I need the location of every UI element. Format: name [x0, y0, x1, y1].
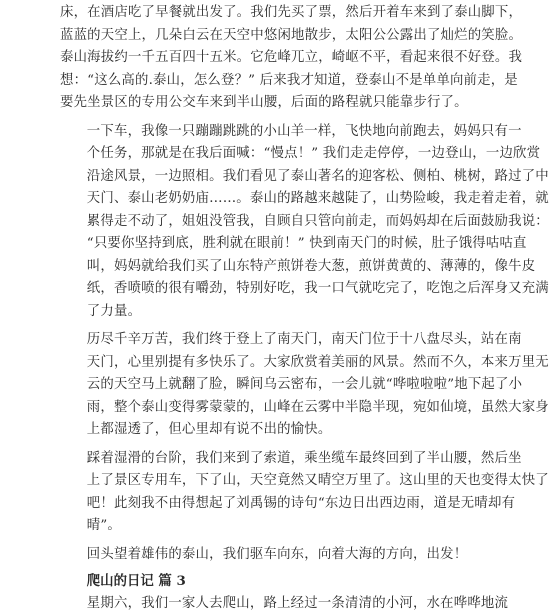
- paragraph-line: 晴”。: [60, 515, 440, 538]
- paragraph-line: 叫，妈妈就给我们买了山东特产煎饼卷大葱，煎饼黄黄的、薄薄的，像牛皮: [60, 256, 440, 279]
- paragraph-line: 沿途风景，一边照相。我们看见了泰山著名的迎客松、侧柏、桃树，路过了中: [60, 166, 440, 189]
- section-title: 爬山的日记 篇 3: [60, 570, 440, 593]
- paragraph-line: “只要你坚持到底，胜利就在眼前！” 快到南天门的时候，肚子饿得咕咕直: [60, 233, 440, 256]
- paragraph-line: 回头望着雄伟的泰山，我们驱车向东，向着大海的方向，出发！: [60, 544, 440, 567]
- paragraph: [60, 2, 440, 115]
- paragraph-line: 床，在酒店吃了早餐就出发了。我们先买了票，然后开着车来到了泰山脚下，: [60, 2, 440, 25]
- paragraph-line: 吧！此刻我不由得想起了刘禹锡的诗句“东边日出西边雨，道是无晴却有: [60, 493, 440, 516]
- paragraph-line: 上了景区专用车，下了山，天空竟然又晴空万里了。这山里的天也变得太快了: [60, 470, 440, 493]
- paragraph-line: 天门，心里别提有多快乐了。大家欣赏着美丽的风景。然而不久，本来万里无: [60, 352, 440, 375]
- paragraph: [60, 448, 440, 538]
- next-paragraph-container: [60, 593, 440, 615]
- paragraph-line: 个任务，那就是在我后面喊：“慢点！” 我们走走停停，一边登山，一边欣赏: [60, 143, 440, 166]
- paragraph-line: 云的天空马上就翻了脸，瞬间乌云密布，一会儿就“哗啦啦啦”地下起了小: [60, 374, 440, 397]
- paragraph-line: 泰山海拔约一千五百四十五米。它危峰兀立，崎岖不平，看起来很不好登。我: [60, 47, 440, 70]
- paragraph: [60, 544, 440, 567]
- paragraph-line: 雨，整个泰山变得雾蒙蒙的，山峰在云雾中半隐半现，宛如仙境，虽然大家身: [60, 397, 440, 420]
- paragraph: [60, 329, 440, 442]
- paragraph-line: 了力量。: [60, 301, 440, 324]
- paragraph-line: 蓝蓝的天空上，几朵白云在天空中悠闲地散步，太阳公公露出了灿烂的笑脸。: [60, 25, 440, 48]
- paragraph-line: 星期六，我们一家人去爬山，路上经过一条清清的小河，水在哗哗地流: [60, 593, 440, 615]
- paragraph-line: 纸，香喷喷的很有嚼劲，特别好吃，我一口气就吃完了，吃饱之后浑身又充满: [60, 278, 440, 301]
- paragraph-line: 想：“这么高的.泰山，怎么登？” 后来我才知道，登泰山不是单单向前走，是: [60, 70, 440, 93]
- paragraph: [60, 121, 440, 324]
- document-body: [60, 2, 440, 566]
- paragraph-line: 天门、泰山老奶奶庙……。泰山的路越来越陡了，山势险峻，我走着走着，就: [60, 188, 440, 211]
- paragraph-line: 踩着湿滑的台阶，我们来到了索道，乘坐缆车最终回到了半山腰，然后坐: [60, 448, 440, 471]
- paragraph-line: 历尽千辛万苦，我们终于登上了南天门，南天门位于十八盘尽头，站在南: [60, 329, 440, 352]
- paragraph: [60, 593, 440, 615]
- paragraph-line: 要先坐景区的专用公交车来到半山腰，后面的路程就只能靠步行了。: [60, 92, 440, 115]
- paragraph-line: 上都湿透了，但心里却有说不出的愉快。: [60, 419, 440, 442]
- paragraph-line: 累得走不动了，姐姐没管我，自顾自只管向前走，而妈妈却在后面鼓励我说：: [60, 211, 440, 234]
- paragraph-line: 一下车，我像一只蹦蹦跳跳的小山羊一样，飞快地向前跑去，妈妈只有一: [60, 121, 440, 144]
